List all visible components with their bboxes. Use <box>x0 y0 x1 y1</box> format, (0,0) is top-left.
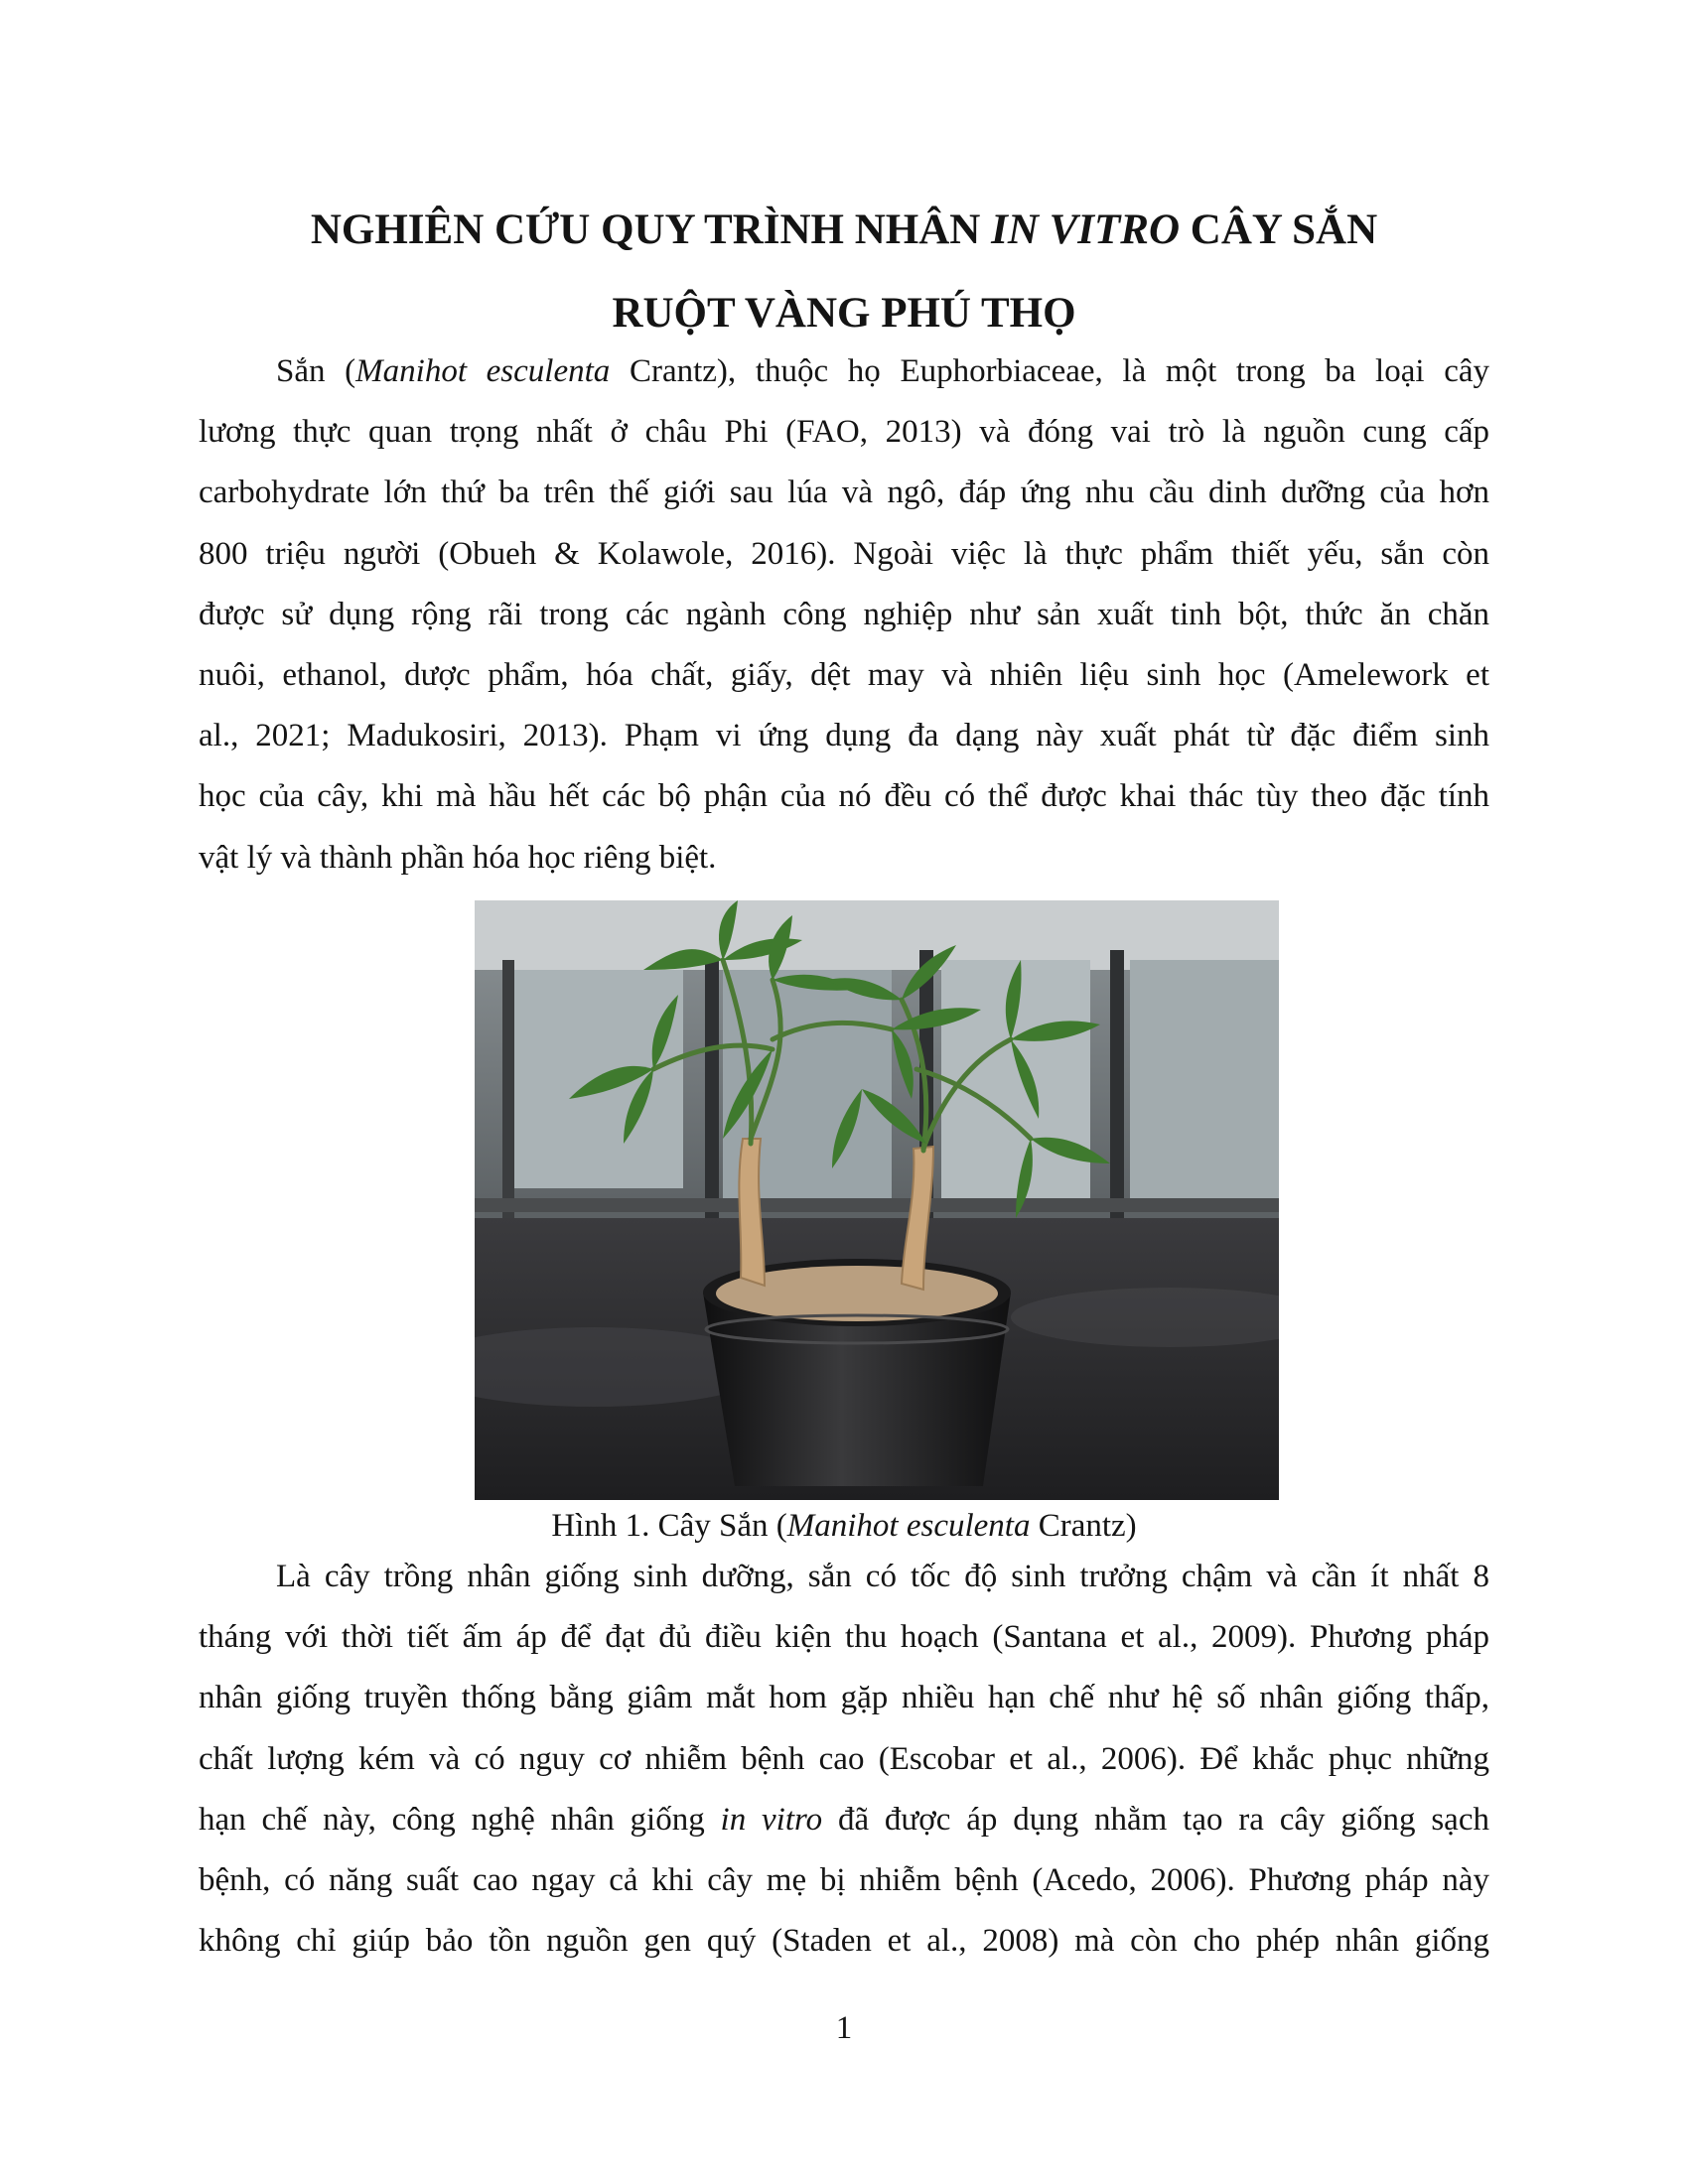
paragraph-line: nuôi, ethanol, dược phẩm, hóa chất, giấy, dệt may và nhiên liệu sinh học (Amelework et <box>199 657 1489 694</box>
paragraph-line: không chỉ giúp bảo tồn nguồn gen quý (Staden et al., 2008) mà còn cho phép nhân giống <box>199 1923 1489 1960</box>
title-line-2: RUỘT VÀNG PHÚ THỌ <box>612 290 1076 337</box>
paragraph-line: vật lý và thành phần hóa học riêng biệt. <box>199 839 717 876</box>
paragraph-line: tháng với thời tiết ấm áp để đạt đủ điều kiện thu hoạch (Santana et al., 2009). Phương pháp <box>199 1619 1489 1656</box>
paragraph-line: Sắn (Manihot esculenta Crantz), thuộc họ Euphorbiaceae, là một trong ba loại cây <box>276 353 1489 389</box>
paragraph-line: hạn chế này, công nghệ nhân giống in vitro đã được áp dụng nhằm tạo ra cây giống sạch <box>199 1801 1489 1838</box>
paragraph-line: nhân giống truyền thống bằng giâm mắt hom gặp nhiều hạn chế như hệ số nhân giống thấp, <box>199 1680 1489 1716</box>
title-line-1: NGHIÊN CỨU QUY TRÌNH NHÂN IN VITRO CÂY SẮN <box>310 206 1378 253</box>
paragraph-line: Là cây trồng nhân giống sinh dưỡng, sắn có tốc độ sinh trưởng chậm và cần ít nhất 8 <box>276 1559 1489 1594</box>
cassava-plant-photo <box>475 900 1279 1500</box>
paragraph-line: 800 triệu người (Obueh & Kolawole, 2016). Ngoài việc là thực phẩm thiết yếu, sắn còn <box>199 535 1489 572</box>
paragraph-line: học của cây, khi mà hầu hết các bộ phận của nó đều có thể được khai thác tùy theo đặc tính <box>199 778 1489 815</box>
paragraph-line: bệnh, có năng suất cao ngay cả khi cây mẹ bị nhiễm bệnh (Acedo, 2006). Phương pháp này <box>199 1862 1489 1899</box>
paragraph-line: được sử dụng rộng rãi trong các ngành công nghiệp như sản xuất tinh bột, thức ăn chăn <box>199 596 1489 632</box>
cassava-plant-illustration <box>475 900 1279 1500</box>
paragraph-line: carbohydrate lớn thứ ba trên thế giới sau lúa và ngô, đáp ứng nhu cầu dinh dưỡng của hơn <box>199 475 1489 511</box>
paragraph-intro <box>199 341 1489 888</box>
figure-caption: Hình 1. Cây Sắn (Manihot esculenta Crantz) <box>551 1508 1137 1544</box>
paragraph-line: al., 2021; Madukosiri, 2013). Phạm vi ứng dụng đa dạng này xuất phát từ đặc điểm sinh <box>199 718 1489 754</box>
page-number: 1 <box>835 2010 853 2046</box>
document-title <box>199 189 1489 355</box>
paragraph-line: lương thực quan trọng nhất ở châu Phi (FAO, 2013) và đóng vai trò là nguồn cung cấp <box>199 414 1489 451</box>
paragraph-propagation <box>199 1547 1489 1972</box>
paragraph-line: chất lượng kém và có nguy cơ nhiễm bệnh cao (Escobar et al., 2006). Để khắc phục những <box>199 1740 1489 1777</box>
